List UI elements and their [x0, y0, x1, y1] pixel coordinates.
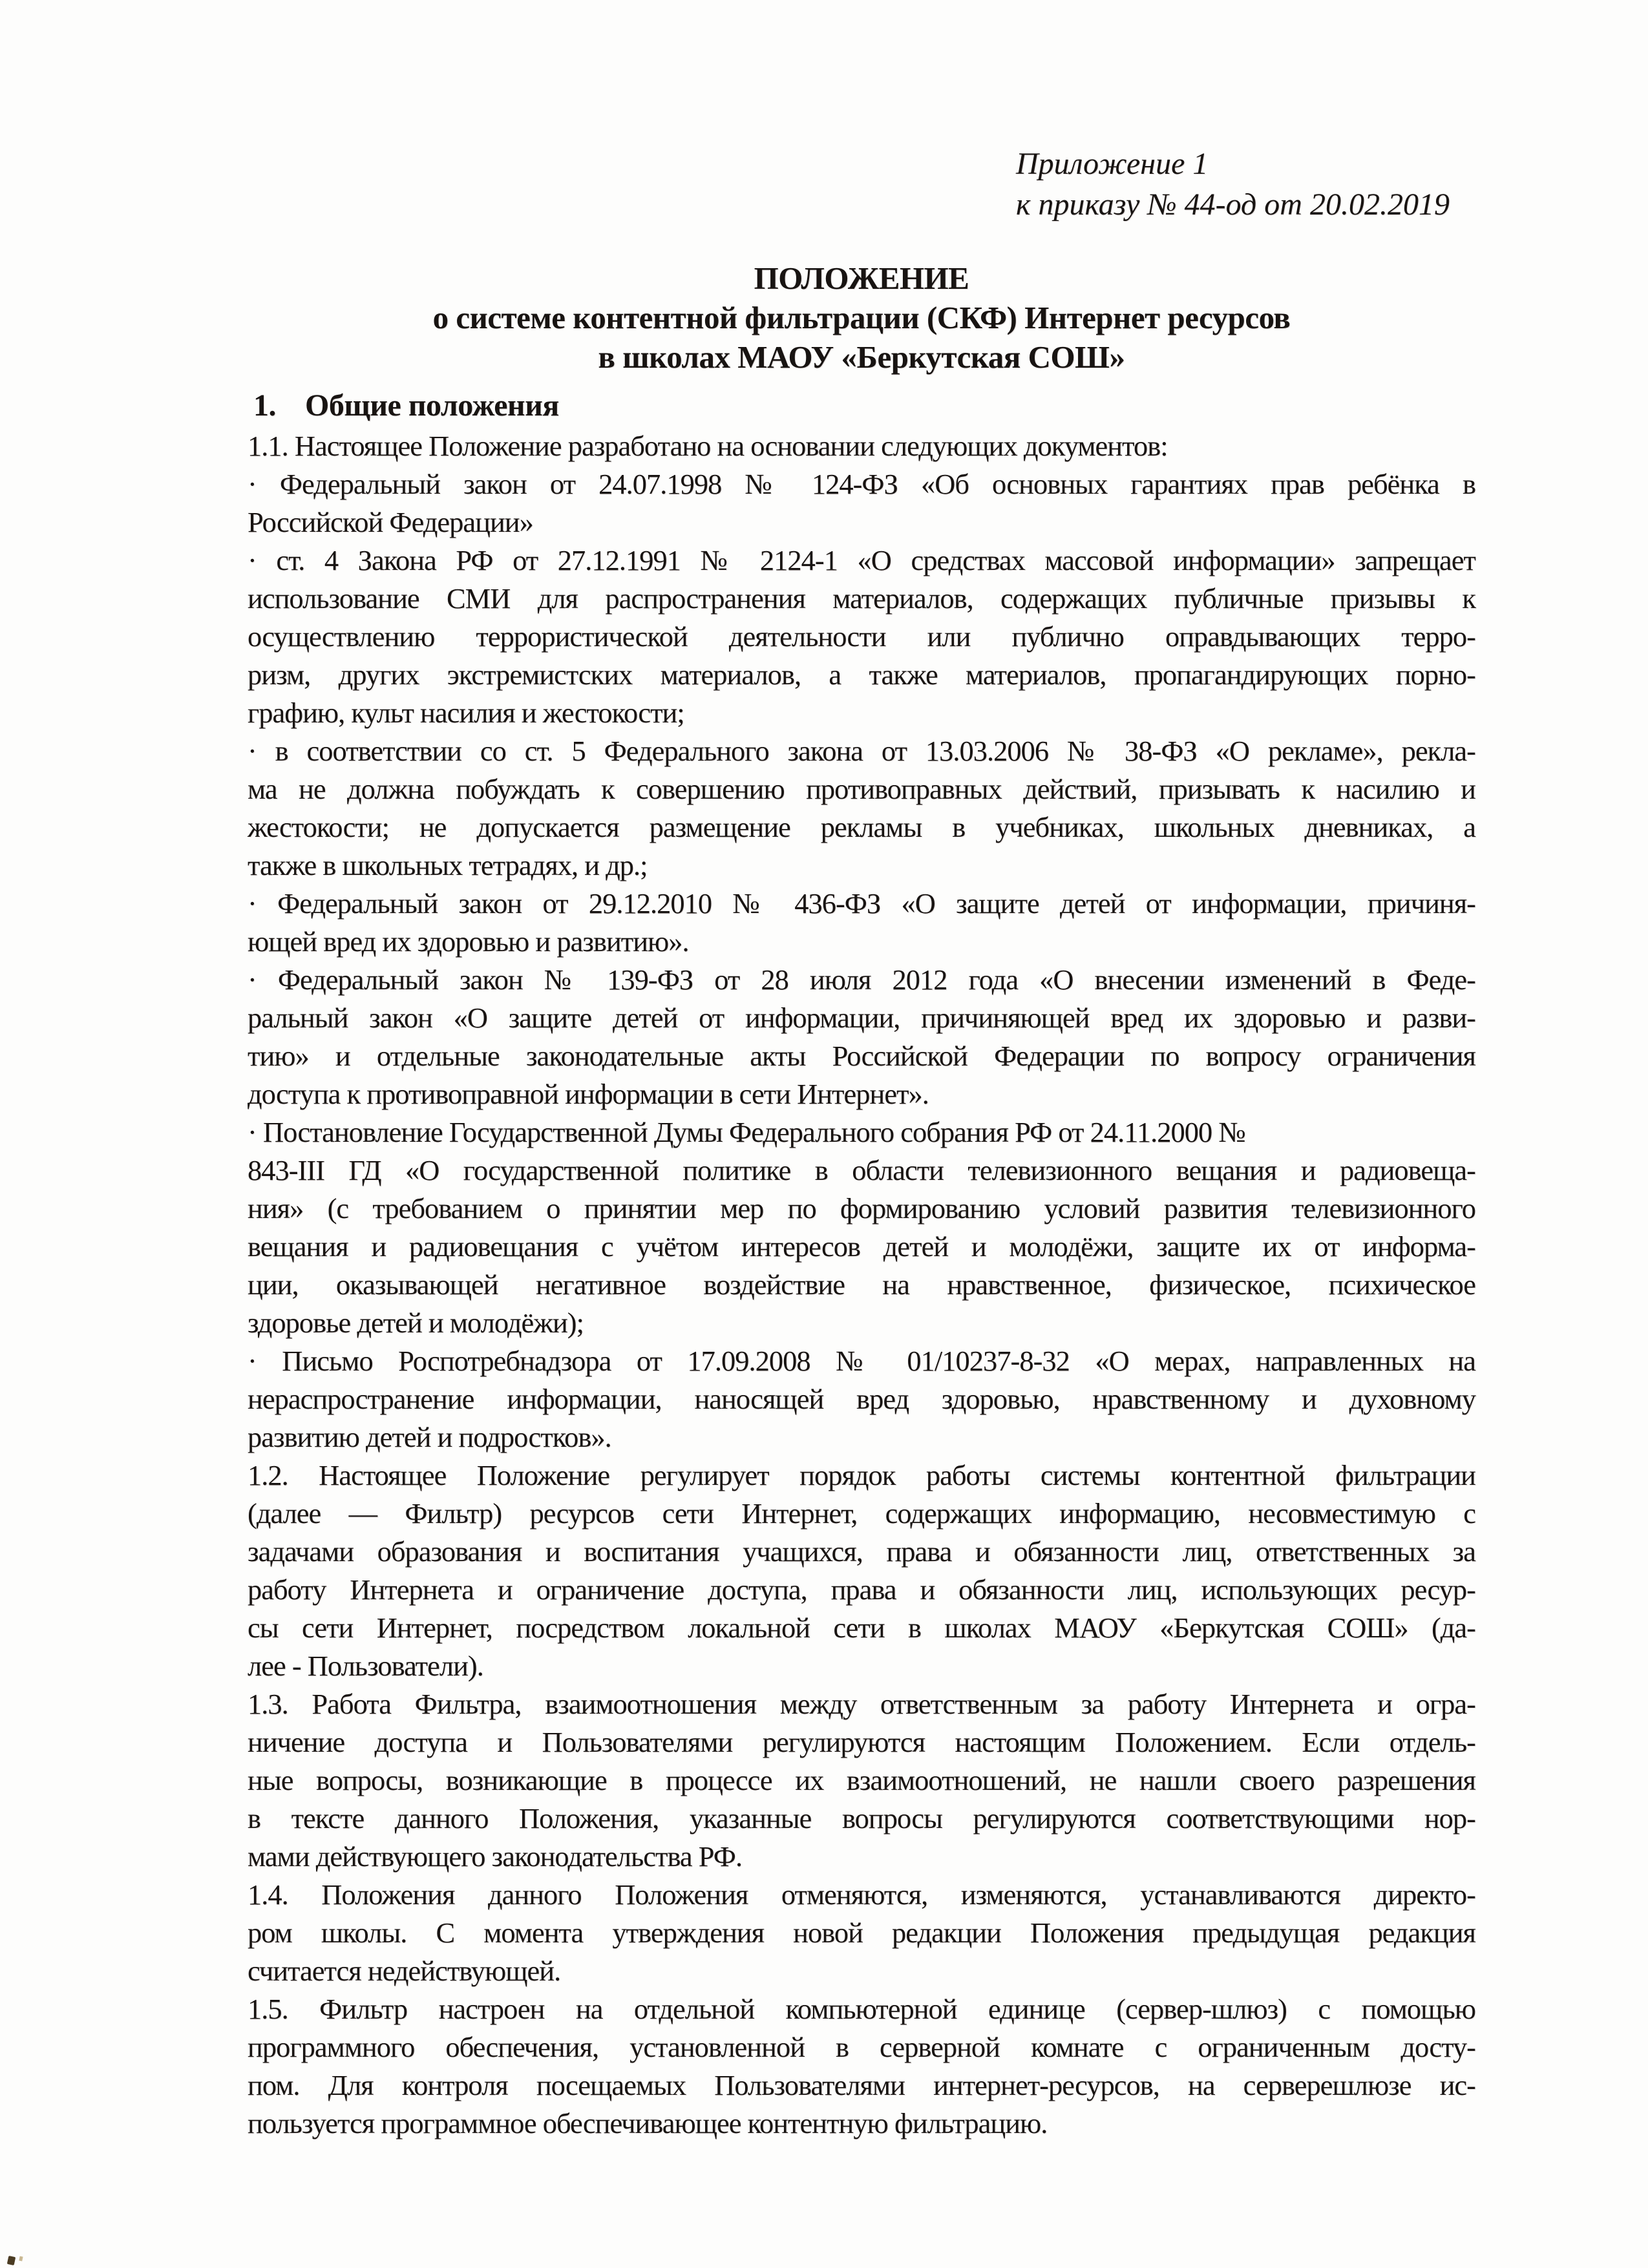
document-line: · Федеральный закон от 29.12.2010 № 436-ФЗ «О защите детей от информации, причиня- [248, 887, 1475, 919]
section-number: 1. [253, 388, 276, 423]
document-line: работу Интернета и ограничение доступа, права и обязанности лиц, использующих ресур- [248, 1573, 1475, 1606]
document-line: тию» и отдельные законодательные акты Российской Федерации по вопросу ограничения [248, 1040, 1475, 1072]
document-line: ма не должна побуждать к совершению противоправных действий, призывать к насилию и [248, 773, 1475, 805]
document-line: нераспространение информации, наносящей вред здоровью, нравственному и духовному [248, 1383, 1475, 1415]
scan-artifact [7, 2256, 16, 2265]
section-heading [253, 386, 559, 425]
document-title: ПОЛОЖЕНИЕ [754, 260, 969, 296]
document-line: ничение доступа и Пользователями регулируются настоящим Положением. Если отдель- [248, 1726, 1475, 1758]
annotation-line-2: к приказу № 44-од от 20.02.2019 [1016, 187, 1450, 222]
document-line: (далее — Фильтр) ресурсов сети Интернет, содержащих информацию, несовместимую с [248, 1497, 1475, 1529]
document-line: · Федеральный закон № 139-ФЗ от 28 июля 2012 года «О внесении изменений в Феде- [248, 963, 1475, 996]
document-line: 1.1. Настоящее Положение разработано на основании следующих документов: [248, 430, 1168, 462]
document-line: 1.2. Настоящее Положение регулирует порядок работы системы контентной фильтрации [248, 1459, 1475, 1491]
document-line: использование СМИ для распространения материалов, содержащих публичные призывы к [248, 582, 1475, 614]
document-line: · Постановление Государственной Думы Федерального собрания РФ от 24.11.2000 № [248, 1116, 1245, 1148]
document-line: графию, культ насилия и жестокости; [248, 697, 684, 729]
title-block [248, 258, 1475, 377]
document-line: развитию детей и подростков». [248, 1421, 611, 1453]
annotation-block [1016, 143, 1450, 225]
document-subtitle-2: в школах МАОУ «Беркутская СОШ» [598, 339, 1125, 375]
document-body [248, 427, 1475, 2143]
document-line: · в соответствии со ст. 5 Федерального закона от 13.03.2006 № 38-ФЗ «О рекламе», рекла- [248, 735, 1475, 767]
section-title: Общие положения [305, 388, 559, 423]
document-line: доступа к противоправной информации в сети Интернет». [248, 1078, 929, 1110]
document-line: · Письмо Роспотребнадзора от 17.09.2008 № 01/10237-8-32 «О мерах, направленных на [248, 1345, 1475, 1377]
document-line: 1.3. Работа Фильтра, взаимоотношения между ответственным за работу Интернета и огра- [248, 1688, 1475, 1720]
document-line: считается недействующей. [248, 1955, 561, 1987]
document-line: сы сети Интернет, посредством локальной сети в школах МАОУ «Беркутская СОШ» (да- [248, 1612, 1475, 1644]
document-line: пользуется программное обеспечивающее контентную фильтрацию. [248, 2107, 1048, 2139]
annotation-line-1: Приложение 1 [1016, 147, 1209, 181]
document-line: пом. Для контроля посещаемых Пользователями интернет-ресурсов, на серверешлюзе ис- [248, 2069, 1475, 2101]
document-line: также в школьных тетрадях, и др.; [248, 849, 648, 881]
document-line: в тексте данного Положения, указанные вопросы регулируются соответствующими нор- [248, 1802, 1475, 1834]
document-line: осуществлению террористической деятельности или публично оправдывающих терро- [248, 620, 1475, 653]
document-line: задачами образования и воспитания учащихся, права и обязанности лиц, ответственных за [248, 1535, 1475, 1568]
document-line: ральный закон «О защите детей от информации, причиняющей вред их здоровью и разви- [248, 1002, 1475, 1034]
document-subtitle-1: о системе контентной фильтрации (СКФ) Интернет ресурсов [432, 300, 1291, 335]
document-line: здоровье детей и молодёжи); [248, 1307, 584, 1339]
document-line: · Федеральный закон от 24.07.1998 № 124-ФЗ «Об основных гарантиях прав ребёнка в [248, 468, 1475, 500]
document-line: жестокости; не допускается размещение рекламы в учебниках, школьных дневниках, а [248, 811, 1475, 843]
document-line: вещания и радиовещания с учётом интересов детей и молодёжи, защите их от информа- [248, 1230, 1475, 1263]
document-line: ния» (с требованием о принятии мер по формированию условий развития телевизионного [248, 1192, 1475, 1224]
document-line: ром школы. С момента утверждения новой редакции Положения предыдущая редакция [248, 1916, 1475, 1949]
document-line: лее - Пользователи). [248, 1650, 483, 1682]
document-line: ные вопросы, возникающие в процессе их взаимоотношений, не нашли своего разрешения [248, 1764, 1475, 1796]
document-line: 1.5. Фильтр настроен на отдельной компьютерной единице (сервер-шлюз) с помощью [248, 1993, 1475, 2025]
document-line: программного обеспечения, установленной в серверной комнате с ограниченным досту- [248, 2031, 1475, 2063]
document-line: 1.4. Положения данного Положения отменяются, изменяются, устанавливаются директо- [248, 1878, 1475, 1911]
document-line: мами действующего законодательства РФ. [248, 1840, 743, 1873]
document-line: ции, оказывающей негативное воздействие на нравственное, физическое, психическое [248, 1268, 1475, 1301]
document-line: 843-III ГД «О государственной политике в области телевизионного вещания и радиовеща- [248, 1154, 1475, 1186]
document-line: ризм, других экстремистских материалов, а также материалов, пропагандирующих порно- [248, 658, 1475, 691]
document-line: ющей вред их здоровью и развитию». [248, 925, 689, 958]
document-line: · ст. 4 Закона РФ от 27.12.1991 № 2124-1 «О средствах массовой информации» запрещает [248, 544, 1475, 576]
document-line: Российской Федерации» [248, 506, 533, 538]
